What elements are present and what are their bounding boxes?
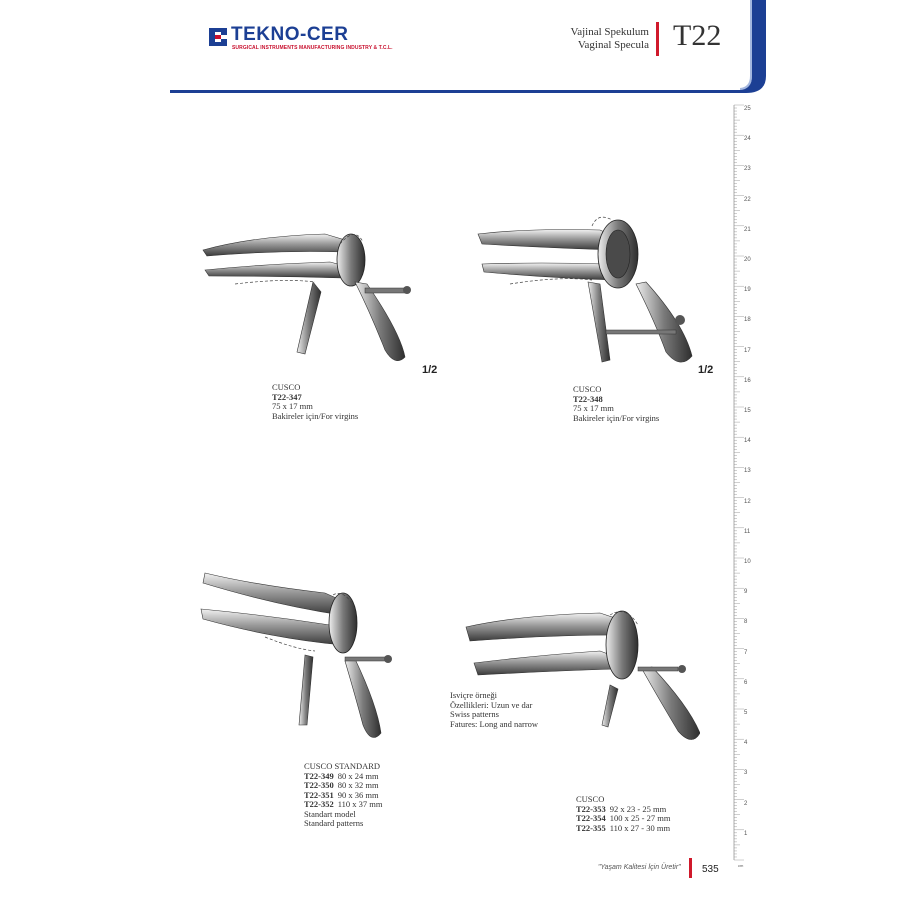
- ruler-label: 4: [744, 740, 748, 747]
- footer-separator: [689, 858, 692, 878]
- product-code: T22-351: [304, 789, 334, 800]
- product-code: T22-347: [272, 391, 302, 402]
- ruler-label: 14: [744, 438, 751, 445]
- header-titles: [570, 26, 649, 52]
- ruler-label: 18: [744, 317, 751, 324]
- product-size: 90 x 36 mm: [337, 789, 379, 800]
- ruler-label: 6: [744, 679, 748, 686]
- product-code: T22-348: [573, 393, 603, 404]
- product-size: 100 x 25 - 27 mm: [609, 813, 671, 823]
- brand-tagline: SURGICAL INSTRUMENTS MANUFACTURING INDUSTRY & T.C.L.: [232, 45, 393, 51]
- ruler-label: 8: [744, 619, 748, 626]
- product-note: Bakireler için/For virgins: [573, 412, 660, 423]
- ruler-label: 9: [744, 589, 748, 596]
- speculum-image-t22-348: [470, 212, 710, 377]
- product-size: 110 x 27 - 30 mm: [609, 822, 671, 833]
- ruler-label: 11: [744, 528, 751, 535]
- product-note: Swiss patterns: [450, 709, 499, 719]
- product-note: Özellikleri: Uzun ve dar: [450, 699, 533, 710]
- speculum-image-t22-347: [195, 222, 435, 372]
- brand-name: TEKNO-CER: [231, 24, 349, 45]
- product-size: 80 x 32 mm: [337, 780, 379, 790]
- product-size: 75 x 17 mm: [573, 403, 614, 413]
- page-number: 535: [702, 864, 719, 875]
- product-type: CUSCO: [272, 382, 301, 392]
- ruler-label: 2: [744, 800, 748, 807]
- header-separator: [656, 22, 659, 56]
- ruler-label: 3: [744, 770, 748, 777]
- ruler-label: 7: [744, 649, 748, 656]
- ruler-label: 17: [744, 347, 751, 354]
- ruler-label: 25: [744, 106, 751, 112]
- speculum-image-t22-353: [460, 605, 700, 755]
- scale-label-t22-347: 1/2: [422, 364, 438, 376]
- ruler-label: 10: [744, 559, 751, 565]
- caption-t22-353-355: [576, 795, 670, 833]
- ruler-unit: cm: [738, 863, 744, 868]
- brand-mark-icon: [207, 26, 229, 48]
- footer-slogan: "Yaşam Kalitesi İçin Üretir": [598, 864, 681, 871]
- product-type: CUSCO: [576, 794, 605, 804]
- ruler-label: 13: [744, 468, 751, 475]
- product-note: Bakireler için/For virgins: [272, 410, 359, 421]
- product-type: CUSCO: [573, 384, 602, 394]
- product-code: T22-353: [576, 803, 606, 814]
- product-code: T22-349: [304, 770, 334, 781]
- product-size: 75 x 17 mm: [272, 401, 313, 411]
- product-size: 92 x 23 - 25 mm: [609, 803, 667, 814]
- title-english: Vaginal Specula: [577, 39, 649, 51]
- ruler-label: 24: [744, 136, 751, 143]
- ruler-label: 23: [744, 166, 751, 173]
- ruler-label: 12: [744, 498, 751, 505]
- product-code: T22-355: [576, 822, 606, 833]
- product-code: T22-350: [304, 780, 334, 790]
- ruler-label: 19: [744, 287, 751, 294]
- caption-t22-347: [272, 383, 358, 421]
- product-size: 80 x 24 mm: [337, 770, 379, 781]
- product-size: 110 x 37 mm: [337, 799, 383, 809]
- brand-logo: [207, 24, 393, 54]
- caption-t22-349-352: [304, 762, 383, 829]
- ruler-label: 20: [744, 257, 751, 263]
- ruler-label: 15: [744, 408, 751, 414]
- speculum-image-t22-349: [195, 565, 395, 750]
- header-band: [0, 0, 900, 95]
- catalog-code: T22: [673, 19, 722, 52]
- ruler-label: 1: [744, 830, 748, 837]
- product-note: Standart model: [304, 808, 356, 819]
- product-note: Standard patterns: [304, 818, 364, 828]
- caption-swiss-notes: [450, 691, 538, 729]
- scale-label-t22-348: 1/2: [698, 364, 714, 376]
- title-turkish: Vajinal Spekulum: [570, 26, 649, 38]
- caption-t22-348: [573, 385, 659, 423]
- product-note: Fatures: Long and narrow: [450, 718, 539, 729]
- ruler: [732, 100, 752, 870]
- ruler-label: 5: [744, 710, 748, 716]
- ruler-label: 16: [744, 377, 751, 384]
- product-code: T22-354: [576, 813, 606, 823]
- product-variant: [576, 824, 670, 834]
- product-type: CUSCO STANDARD: [304, 761, 381, 771]
- ruler-label: 21: [744, 226, 751, 233]
- product-note: Isviçre örneği: [450, 690, 497, 700]
- product-code: T22-352: [304, 799, 334, 809]
- ruler-label: 22: [744, 196, 751, 203]
